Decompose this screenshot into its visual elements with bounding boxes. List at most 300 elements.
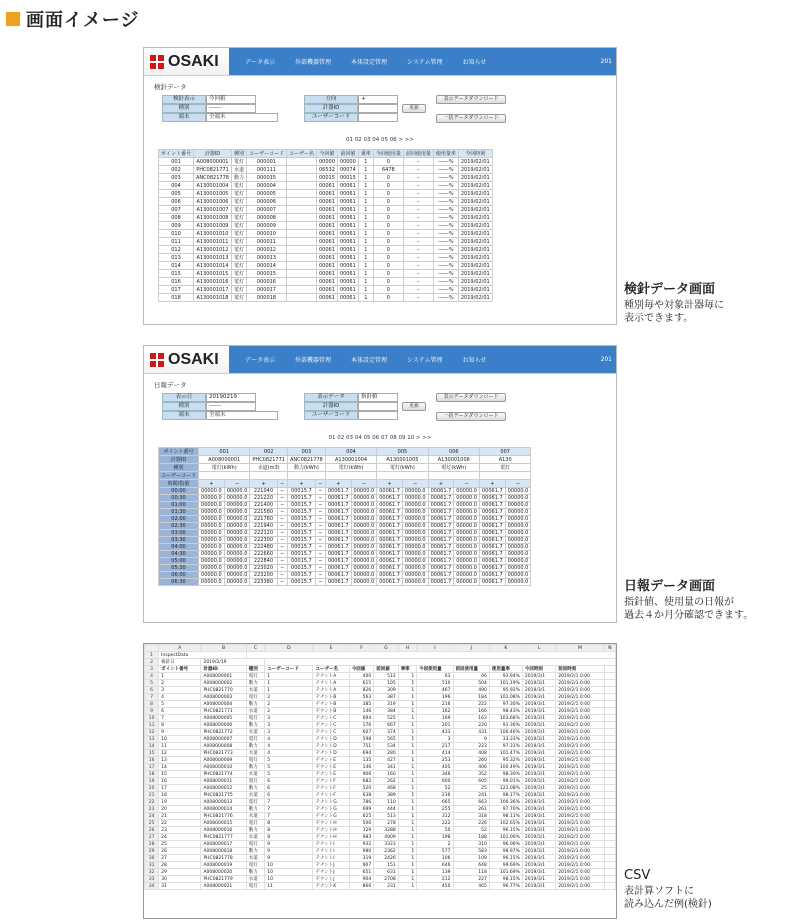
sheet-cell: テナントG bbox=[313, 813, 349, 820]
sheet-cell: 5 bbox=[159, 701, 201, 708]
sheet-cell: 2019/2/1 0:00 bbox=[556, 771, 605, 778]
column-header: 計器ID bbox=[194, 150, 232, 158]
table-cell: 00061.7 bbox=[428, 523, 454, 530]
orange-square-icon bbox=[6, 12, 20, 26]
sheet-cell: 408 bbox=[453, 750, 489, 757]
table-cell: − bbox=[277, 544, 287, 551]
header-cell: 今回使用量 bbox=[417, 666, 453, 673]
sheet-cell: 102.65% bbox=[489, 820, 522, 827]
sheet-cell: A008000016 bbox=[201, 827, 246, 834]
column-header: 乗率 bbox=[358, 150, 373, 158]
sheet-cell: 160 bbox=[374, 771, 398, 778]
select-field[interactable]: 20190219 bbox=[206, 393, 256, 402]
header-cell: 計器ID bbox=[201, 666, 246, 673]
table-cell: 00000.0 bbox=[402, 572, 428, 579]
sheet-cell: 5 bbox=[265, 771, 313, 778]
table-cell: 00061 bbox=[337, 206, 358, 214]
table-cell: 00061 bbox=[337, 214, 358, 222]
sheet-cell: PHC0821770 bbox=[201, 687, 246, 694]
column-letter: B bbox=[201, 645, 246, 652]
sheet-cell: 118 bbox=[453, 869, 489, 876]
table-cell: ------% bbox=[433, 238, 458, 246]
sheet-cell: 25 bbox=[159, 841, 201, 848]
table-cell: 00000.0 bbox=[224, 495, 250, 502]
table-cell: 221580 bbox=[250, 509, 277, 516]
header-cell: ユーザー名 bbox=[313, 666, 349, 673]
table-row bbox=[159, 182, 493, 190]
table-cell: ANC0821778 bbox=[287, 456, 325, 464]
table-cell: – bbox=[403, 158, 433, 166]
table-cell: – bbox=[403, 206, 433, 214]
column-header: ユーザーコード bbox=[246, 150, 286, 158]
table-cell: 00061.7 bbox=[377, 509, 403, 516]
sheet-cell: 1 bbox=[398, 701, 417, 708]
table-cell: 00000.0 bbox=[402, 495, 428, 502]
sheet-cell: 310 bbox=[453, 841, 489, 848]
bulk-download-button[interactable]: 一括データダウンロード bbox=[436, 412, 506, 421]
sheet-cell: テナントF bbox=[313, 792, 349, 799]
table-cell: − bbox=[277, 488, 287, 495]
sheet-cell: 932 bbox=[349, 841, 373, 848]
sheet-cell: テナントI bbox=[313, 841, 349, 848]
sheet-cell: 638 bbox=[349, 792, 373, 799]
table-cell: 06532 bbox=[316, 166, 337, 174]
time-cell: 06:00 bbox=[159, 572, 199, 579]
table-cell: 016 bbox=[159, 278, 194, 286]
table-cell: PHC0821771 bbox=[250, 456, 288, 464]
sheet-cell: 1 bbox=[398, 792, 417, 799]
select-field[interactable]: 全端末 bbox=[206, 113, 278, 122]
table-cell: 00061.7 bbox=[377, 495, 403, 502]
sheet-row: 19 16 A008000011 電灯 6 テナントF 682 262 1 600 605 99.01% 2019/3/1 2019/2/1 0:00 bbox=[145, 778, 616, 785]
select-field[interactable]: 指針値 bbox=[358, 393, 398, 402]
sheet-cell: 598 bbox=[349, 736, 373, 743]
sheet-cell: 4 bbox=[265, 736, 313, 743]
table-cell: 00000.0 bbox=[505, 544, 531, 551]
table-cell: 000018 bbox=[246, 294, 286, 302]
text-input[interactable] bbox=[358, 113, 398, 122]
table-cell: − bbox=[315, 572, 325, 579]
sheet-cell: 400 bbox=[349, 673, 373, 680]
sheet-cell: 1 bbox=[398, 848, 417, 855]
osaki-logo-icon bbox=[150, 55, 164, 69]
sheet-cell: 1 bbox=[398, 750, 417, 757]
table-cell bbox=[428, 472, 479, 480]
table-cell: 00000.0 bbox=[199, 488, 225, 495]
table-cell: 2019/02/01 bbox=[458, 270, 492, 278]
sheet-cell: 2362 bbox=[374, 848, 398, 855]
sheet-cell: 2019/3/1 bbox=[522, 806, 555, 813]
sheet-cell: 2019/2/1 0:00 bbox=[556, 834, 605, 841]
table-cell bbox=[286, 238, 316, 246]
table-cell: 00061 bbox=[337, 262, 358, 270]
sheet-cell: 101.06% bbox=[489, 834, 522, 841]
sheet-cell: 電灯 bbox=[246, 883, 265, 890]
table-cell: 00000.0 bbox=[505, 495, 531, 502]
sheet-cell: 10 bbox=[265, 876, 313, 883]
table-cell: 00061.7 bbox=[377, 565, 403, 572]
table-cell: 00015.7 bbox=[287, 488, 315, 495]
sheet-row: 18 15 PHC0821774 水道 5 テナントE 906 160 1 346 352 98.30% 2019/3/1 2019/2/1 0:00 bbox=[145, 771, 616, 778]
sheet-cell: 水道 bbox=[246, 813, 265, 820]
sheet-cell: 91.36% bbox=[489, 722, 522, 729]
table-cell: 00061.7 bbox=[479, 537, 505, 544]
sheet-cell: テナントG bbox=[313, 806, 349, 813]
table-cell: 電灯 bbox=[231, 206, 246, 214]
table-cell: 000015 bbox=[246, 270, 286, 278]
column-header: ユーザー名 bbox=[286, 150, 316, 158]
table-cell: 00061.7 bbox=[325, 509, 351, 516]
text-input[interactable] bbox=[358, 411, 398, 420]
sheet-cell: テナントK bbox=[313, 883, 349, 890]
sheet-cell: 123.08% bbox=[489, 785, 522, 792]
menu-item[interactable]: 外部機器管理 bbox=[295, 357, 332, 364]
sheet-cell: 1 bbox=[398, 869, 417, 876]
sheet-cell: PHC0821771 bbox=[201, 708, 246, 715]
table-row bbox=[159, 579, 531, 586]
sheet-cell: 11 bbox=[159, 743, 201, 750]
menu-item[interactable]: お知らせ bbox=[462, 59, 487, 66]
table-cell: A008000001 bbox=[194, 158, 232, 166]
sheet-cell: 2019/2/1 0:00 bbox=[556, 876, 605, 883]
table-cell: 223200 bbox=[250, 572, 277, 579]
sheet-cell: 水道 bbox=[246, 834, 265, 841]
sheet-cell: テナントJ bbox=[313, 876, 349, 883]
table-cell: 00061.7 bbox=[325, 495, 351, 502]
sheet-cell: 389 bbox=[374, 792, 398, 799]
sheet-cell: 223 bbox=[453, 743, 489, 750]
table-row bbox=[159, 238, 493, 246]
table-cell bbox=[286, 246, 316, 254]
header-cell: 今回値 bbox=[349, 666, 373, 673]
table-cell bbox=[286, 174, 316, 182]
caption-daily-title: 日報データ画面 bbox=[624, 579, 716, 594]
table-cell: 002 bbox=[159, 166, 194, 174]
table-cell: 1 bbox=[358, 278, 373, 286]
caption-inspect bbox=[624, 278, 724, 325]
table-cell: 00000.0 bbox=[224, 523, 250, 530]
text-input[interactable] bbox=[358, 104, 398, 113]
table-cell: 00000.0 bbox=[224, 579, 250, 586]
table-cell: 222120 bbox=[250, 530, 277, 537]
caption-csv-title: CSV bbox=[624, 868, 651, 883]
sheet-cell: テナントB bbox=[313, 694, 349, 701]
table-cell: 221400 bbox=[250, 502, 277, 509]
table-cell bbox=[286, 278, 316, 286]
sheet-cell: A008000006 bbox=[201, 722, 246, 729]
table-cell: 00061 bbox=[337, 190, 358, 198]
table-cell: 013 bbox=[159, 254, 194, 262]
menu-item[interactable]: システム管理 bbox=[407, 59, 443, 66]
sheet-cell: 30 bbox=[159, 876, 201, 883]
table-cell: 動力 bbox=[231, 174, 246, 182]
sheet-cell: テナントC bbox=[313, 715, 349, 722]
select-field[interactable]: ------ bbox=[206, 104, 256, 113]
sheet-cell: 2019/3/1 bbox=[522, 848, 555, 855]
table-cell: 000013 bbox=[246, 254, 286, 262]
table-cell: – bbox=[403, 278, 433, 286]
inspect-screenshot bbox=[143, 47, 617, 325]
select-field[interactable]: ------ bbox=[206, 402, 256, 411]
bulk-download-button[interactable]: 一括データダウンロード bbox=[436, 114, 506, 123]
table-cell: 00061.7 bbox=[479, 509, 505, 516]
table-cell: 00061 bbox=[316, 262, 337, 270]
sheet-cell: 406 bbox=[453, 764, 489, 771]
sheet-cell: 1 bbox=[265, 680, 313, 687]
column-letter: K bbox=[489, 645, 522, 652]
sheet-cell: 1 bbox=[398, 862, 417, 869]
sheet-cell: 1 bbox=[265, 673, 313, 680]
table-cell: A130001015 bbox=[194, 270, 232, 278]
sheet-cell: 1 bbox=[398, 673, 417, 680]
table-cell: 00000.0 bbox=[199, 551, 225, 558]
table-row bbox=[159, 480, 531, 488]
top-navbar bbox=[144, 48, 616, 76]
sheet-cell: 動力 bbox=[246, 764, 265, 771]
table-cell: 0 bbox=[373, 238, 403, 246]
table-cell: 00061.7 bbox=[479, 544, 505, 551]
table-cell: 00000.0 bbox=[454, 558, 480, 565]
table-row bbox=[159, 278, 493, 286]
sheet-cell: A008000008 bbox=[201, 743, 246, 750]
column-header: 今回値 bbox=[316, 150, 337, 158]
sheet-cell: 2019/2/1 0:00 bbox=[556, 673, 605, 680]
column-header: 今回時刻 bbox=[458, 150, 492, 158]
table-cell bbox=[377, 472, 428, 480]
sheet-cell: 341 bbox=[374, 764, 398, 771]
sheet-cell: 2019/2/1 0:00 bbox=[556, 722, 605, 729]
sheet-cell: 2019/3/1 bbox=[522, 743, 555, 750]
table-cell: A008000001 bbox=[199, 456, 250, 464]
sheet-cell: 866 bbox=[349, 883, 373, 890]
sheet-cell: 2019/3/1 bbox=[522, 680, 555, 687]
table-cell: 00000.0 bbox=[402, 558, 428, 565]
table-row bbox=[159, 516, 531, 523]
page-title: 日報データ bbox=[154, 381, 187, 389]
sheet-cell: 水道 bbox=[246, 876, 265, 883]
sheet-cell: 水道 bbox=[246, 708, 265, 715]
header-cell: 乗率 bbox=[398, 666, 417, 673]
header-cell: 使用量率 bbox=[489, 666, 522, 673]
table-cell: 00000 bbox=[337, 158, 358, 166]
sheet-cell: A008000003 bbox=[201, 694, 246, 701]
sheet-cell: 3 bbox=[265, 715, 313, 722]
sheet-cell: 220 bbox=[453, 722, 489, 729]
download-button[interactable]: 表示データダウンロード bbox=[436, 393, 506, 402]
sheet-cell: 2019/2/1 0:00 bbox=[556, 869, 605, 876]
download-button[interactable]: 表示データダウンロード bbox=[436, 95, 506, 104]
table-cell: 2019/02/01 bbox=[458, 158, 492, 166]
update-button[interactable]: 更新 bbox=[402, 104, 426, 113]
sheet-cell: 983 bbox=[349, 834, 373, 841]
time-cell: 05:00 bbox=[159, 558, 199, 565]
sheet-cell: 電灯 bbox=[246, 736, 265, 743]
sheet-cell: 1 bbox=[398, 876, 417, 883]
sheet-row: 27 24 PHC0821777 水道 8 テナントH 983 4909 1 198 188 101.06% 2019/3/1 2019/2/1 0:00 bbox=[145, 834, 616, 841]
sheet-cell: 2019/2/1 0:00 bbox=[556, 813, 605, 820]
table-row bbox=[159, 190, 493, 198]
table-cell: 2019/02/01 bbox=[458, 222, 492, 230]
column-letter: A bbox=[159, 645, 201, 652]
table-cell: 00061 bbox=[316, 238, 337, 246]
table-cell: 00061.7 bbox=[428, 537, 454, 544]
table-row bbox=[159, 544, 531, 551]
table-cell: 00061.7 bbox=[428, 579, 454, 586]
sheet-cell: 196 bbox=[417, 694, 453, 701]
table-cell: 00015.7 bbox=[287, 551, 315, 558]
sheet-cell: テナントE bbox=[313, 757, 349, 764]
caption-csv-body: 表計算ソフトに 読み込んだ例(検針) bbox=[624, 886, 712, 910]
table-cell: 00061.7 bbox=[377, 579, 403, 586]
select-field[interactable]: 全端末 bbox=[206, 411, 278, 420]
table-cell: 222480 bbox=[250, 544, 277, 551]
sheet-row: 22 19 A008000013 電灯 7 テナントG 786 110 1 665 663 100.36% 2019/3/1 2019/2/1 0:00 bbox=[145, 799, 616, 806]
table-cell: 00061.7 bbox=[479, 523, 505, 530]
select-field[interactable]: + bbox=[358, 95, 398, 104]
table-cell: ------% bbox=[433, 270, 458, 278]
sheet-cell: 1 bbox=[398, 799, 417, 806]
sheet-cell: 97.70% bbox=[489, 806, 522, 813]
table-cell: 222300 bbox=[250, 537, 277, 544]
table-cell: 1 bbox=[358, 246, 373, 254]
table-cell: 00000.0 bbox=[505, 551, 531, 558]
pagination[interactable]: 01 02 03 04 05 06 > >> bbox=[345, 137, 415, 143]
table-cell: – bbox=[403, 270, 433, 278]
sheet-cell: 2019/2/1 0:00 bbox=[556, 855, 605, 862]
table-cell: ------% bbox=[433, 222, 458, 230]
time-cell: 01:00 bbox=[159, 502, 199, 509]
sheet-cell: 4 bbox=[159, 694, 201, 701]
table-cell: 00015.7 bbox=[287, 523, 315, 530]
sheet-cell: 26 bbox=[159, 848, 201, 855]
table-row bbox=[159, 502, 531, 509]
sheet-cell: 66 bbox=[453, 673, 489, 680]
menu-item[interactable]: データ表示 bbox=[245, 357, 276, 364]
sheet-cell: 52 bbox=[453, 827, 489, 834]
update-button[interactable]: 更新 bbox=[402, 402, 426, 411]
sheet-cell: 2019/3/1 bbox=[522, 764, 555, 771]
sheet-cell: 260 bbox=[453, 757, 489, 764]
sheet-cell: 2019/3/1 bbox=[522, 827, 555, 834]
table-cell: 2019/02/01 bbox=[458, 174, 492, 182]
table-cell: – bbox=[403, 182, 433, 190]
menu-item[interactable]: システム管理 bbox=[407, 357, 443, 364]
table-cell: 00000.0 bbox=[402, 488, 428, 495]
sheet-cell: 151 bbox=[374, 862, 398, 869]
table-cell: 00061 bbox=[316, 270, 337, 278]
select-field[interactable]: 今回値 bbox=[206, 95, 256, 104]
menu-item[interactable]: 本体設定管理 bbox=[351, 357, 388, 364]
sheet-cell: 1 bbox=[398, 715, 417, 722]
sheet-cell: PHC0821775 bbox=[201, 792, 246, 799]
sheet-cell: 1 bbox=[159, 673, 201, 680]
table-cell: 00000.0 bbox=[351, 572, 377, 579]
sheet-cell: A008000007 bbox=[201, 736, 246, 743]
field-label: 計器ID bbox=[304, 402, 358, 411]
sheet-cell: 96.15% bbox=[489, 827, 522, 834]
sheet-cell: テナントA bbox=[313, 687, 349, 694]
pagination[interactable]: 01 02 03 04 05 06 07 08 09 10 > >> bbox=[328, 435, 432, 441]
table-cell: 00000.0 bbox=[505, 488, 531, 495]
table-cell: 00000.0 bbox=[224, 558, 250, 565]
sheet-cell: 9 bbox=[265, 841, 313, 848]
sheet-cell: 1 bbox=[398, 820, 417, 827]
sheet-cell: A008000021 bbox=[201, 883, 246, 890]
sheet-cell: 33.33% bbox=[489, 736, 522, 743]
text-input[interactable] bbox=[358, 402, 398, 411]
menu-item[interactable]: お知らせ bbox=[462, 357, 487, 364]
table-cell: 00061.7 bbox=[479, 502, 505, 509]
sheet-row: 16 13 A008000009 電灯 5 テナントE 135 427 1 253 260 95.32% 2019/3/1 2019/2/1 0:00 bbox=[145, 757, 616, 764]
sheet-cell: 2019/3/1 bbox=[522, 694, 555, 701]
sheet-cell: 427 bbox=[374, 757, 398, 764]
sheet-cell: 510 bbox=[417, 680, 453, 687]
plus-header: + bbox=[199, 480, 225, 488]
sheet-cell: 176 bbox=[349, 722, 373, 729]
sheet-row: 5 2 A008000002 動力 1 テナントA 615 105 1 510 504 101.19% 2019/3/1 2019/2/1 0:00 bbox=[145, 680, 616, 687]
sheet-cell: PHC0821773 bbox=[201, 750, 246, 757]
menu-item[interactable]: データ表示 bbox=[245, 59, 276, 66]
menu-item[interactable]: 本体設定管理 bbox=[351, 59, 388, 66]
table-cell: 00061.7 bbox=[325, 551, 351, 558]
sheet-cell: 1 bbox=[398, 855, 417, 862]
sheet-cell: 動力 bbox=[246, 785, 265, 792]
menu-item[interactable]: 外部機器管理 bbox=[295, 59, 332, 66]
sheet-cell: 1 bbox=[398, 778, 417, 785]
sheet-cell: 2019/2/1 0:00 bbox=[556, 862, 605, 869]
table-cell: A130001016 bbox=[194, 278, 232, 286]
sheet-cell: 648 bbox=[453, 862, 489, 869]
table-cell: – bbox=[403, 166, 433, 174]
table-cell: 00000.0 bbox=[351, 516, 377, 523]
table-cell: 1 bbox=[358, 214, 373, 222]
sheet-cell: 31 bbox=[159, 883, 201, 890]
sheet-cell: 309 bbox=[374, 687, 398, 694]
sheet-cell: 3288 bbox=[374, 827, 398, 834]
table-cell: – bbox=[403, 230, 433, 238]
table-cell: 00000.0 bbox=[224, 516, 250, 523]
table-cell: 2019/02/01 bbox=[458, 206, 492, 214]
sheet-cell: 2019/3/1 bbox=[522, 862, 555, 869]
table-cell: A130001007 bbox=[194, 206, 232, 214]
table-cell: ------% bbox=[433, 246, 458, 254]
search-form bbox=[144, 389, 616, 435]
sheet-cell: 3 bbox=[417, 736, 453, 743]
table-cell: – bbox=[403, 262, 433, 270]
sheet-cell: 694 bbox=[349, 715, 373, 722]
sheet-cell: 2019/2/1 0:00 bbox=[556, 785, 605, 792]
table-cell: 00000.0 bbox=[351, 551, 377, 558]
table-cell: 電灯(kWh) bbox=[377, 464, 428, 472]
sheet-cell: 583 bbox=[453, 848, 489, 855]
table-cell: 電灯 bbox=[231, 286, 246, 294]
sheet-cell: 2019/3/1 bbox=[522, 820, 555, 827]
sheet-cell: 146 bbox=[349, 708, 373, 715]
sheet-cell: 2 bbox=[265, 708, 313, 715]
table-cell: 000016 bbox=[246, 278, 286, 286]
table-cell: A130001004 bbox=[194, 182, 232, 190]
sheet-row: 34 31 A008000021 電灯 11 テナントK 866 231 1 450 465 96.77% 2019/3/1 2019/2/1 0:00 bbox=[145, 883, 616, 890]
table-cell: 1 bbox=[358, 294, 373, 302]
sheet-cell: 103.68% bbox=[489, 715, 522, 722]
table-cell: 00061.7 bbox=[428, 488, 454, 495]
sheet-cell: 7 bbox=[265, 799, 313, 806]
table-cell: ------% bbox=[433, 198, 458, 206]
sheet-cell: 動力 bbox=[246, 743, 265, 750]
table-cell: 00000.0 bbox=[505, 509, 531, 516]
sheet-cell: 512 bbox=[374, 673, 398, 680]
sheet-cell: 433 bbox=[417, 729, 453, 736]
